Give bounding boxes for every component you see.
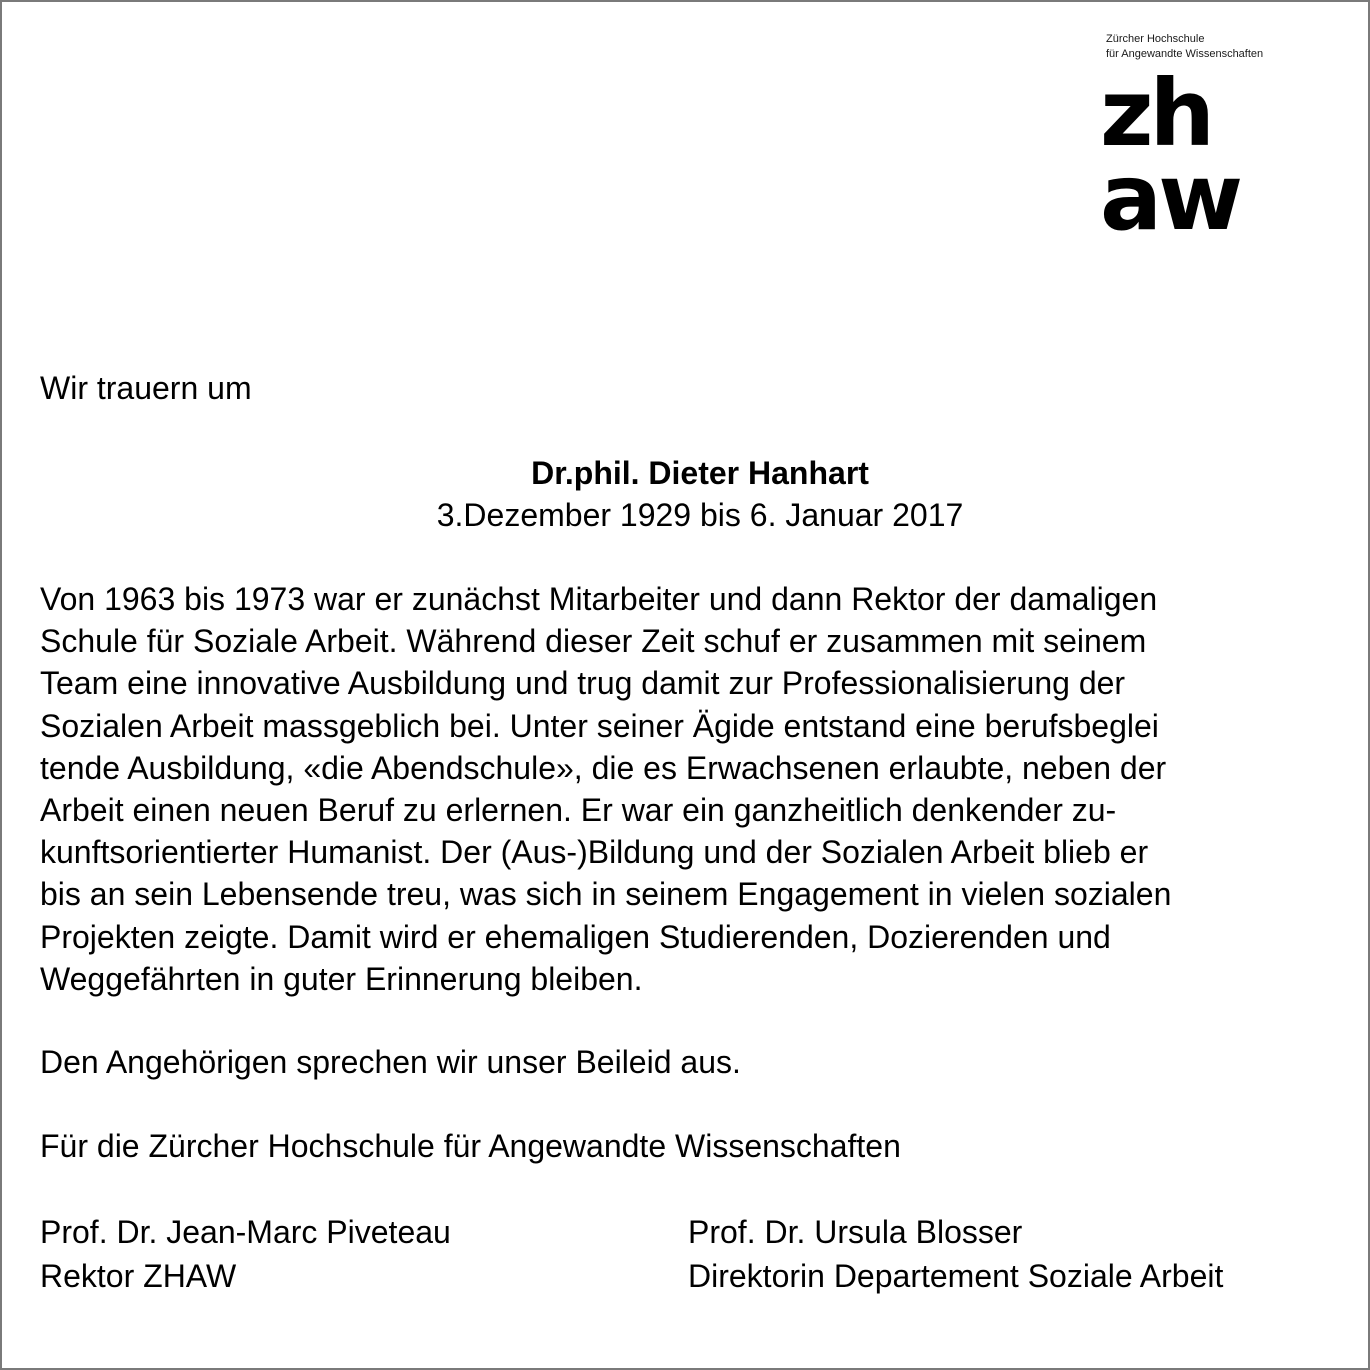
signatory-director — [688, 1210, 1223, 1298]
signatory-role: Rektor ZHAW — [40, 1258, 237, 1294]
signatory-role: Direktorin Departement Soziale Arbeit — [688, 1258, 1224, 1294]
tribute-line: tende Ausbildung, «die Abendschule», die es Erwachsenen erlaubte, neben der — [40, 749, 1167, 786]
signatory-name: Prof. Dr. Jean-Marc Piveteau — [40, 1214, 451, 1250]
condolence-text: Den Angehörigen sprechen wir unser Beileid aus. — [40, 1044, 741, 1080]
signatory-name: Prof. Dr. Ursula Blosser — [688, 1214, 1023, 1250]
logo-tagline-line1: Zürcher Hochschule — [1106, 33, 1205, 45]
intro-text: Wir trauern um — [40, 370, 252, 406]
tribute-line: Schule für Soziale Arbeit. Während dieser Zeit schuf er zusammen mit seinem — [40, 623, 1147, 660]
signatory-rector — [40, 1210, 451, 1298]
tribute-line: Sozialen Arbeit massgeblich bei. Unter seiner Ägide entstand eine berufsbeglei — [40, 707, 1159, 744]
tribute-line: bis an sein Lebensende treu, was sich in seinem Engagement in vielen sozialen — [40, 876, 1172, 913]
logo-mark-line2: aw — [1100, 144, 1240, 251]
zhaw-logo — [1100, 60, 1276, 251]
tribute-line: Projekten zeigte. Damit wird er ehemaligen Studierenden, Dozierenden und — [40, 918, 1111, 955]
logo-tagline-line2: für Angewandte Wissenschaften — [1106, 48, 1264, 60]
tribute-line: Team eine innovative Ausbildung und trug damit zur Professionalisierung der — [40, 665, 1126, 702]
deceased-name: Dr.phil. Dieter Hanhart — [531, 455, 869, 491]
tribute-line: Von 1963 bis 1973 war er zunächst Mitarbeiter und dann Rektor der damaligen — [40, 581, 1158, 617]
tribute-line: Weggefährten in guter Erinnerung bleiben. — [40, 960, 643, 997]
on-behalf-text: Für die Zürcher Hochschule für Angewandte Wissenschaften — [40, 1128, 901, 1164]
tribute-paragraph — [40, 578, 1350, 1000]
logo-mark-line1: zh — [1100, 60, 1212, 167]
tribute-line: Arbeit einen neuen Beruf zu erlernen. Er war ein ganzheitlich denkender zu- — [40, 792, 1117, 829]
logo-tagline — [1106, 32, 1263, 62]
deceased-block — [2, 452, 1370, 536]
deceased-dates: 3.Dezember 1929 bis 6. Januar 2017 — [436, 497, 964, 533]
tribute-line: kunftsorientierter Humanist. Der (Aus-)Bildung und der Sozialen Arbeit blieb er — [40, 834, 1149, 871]
